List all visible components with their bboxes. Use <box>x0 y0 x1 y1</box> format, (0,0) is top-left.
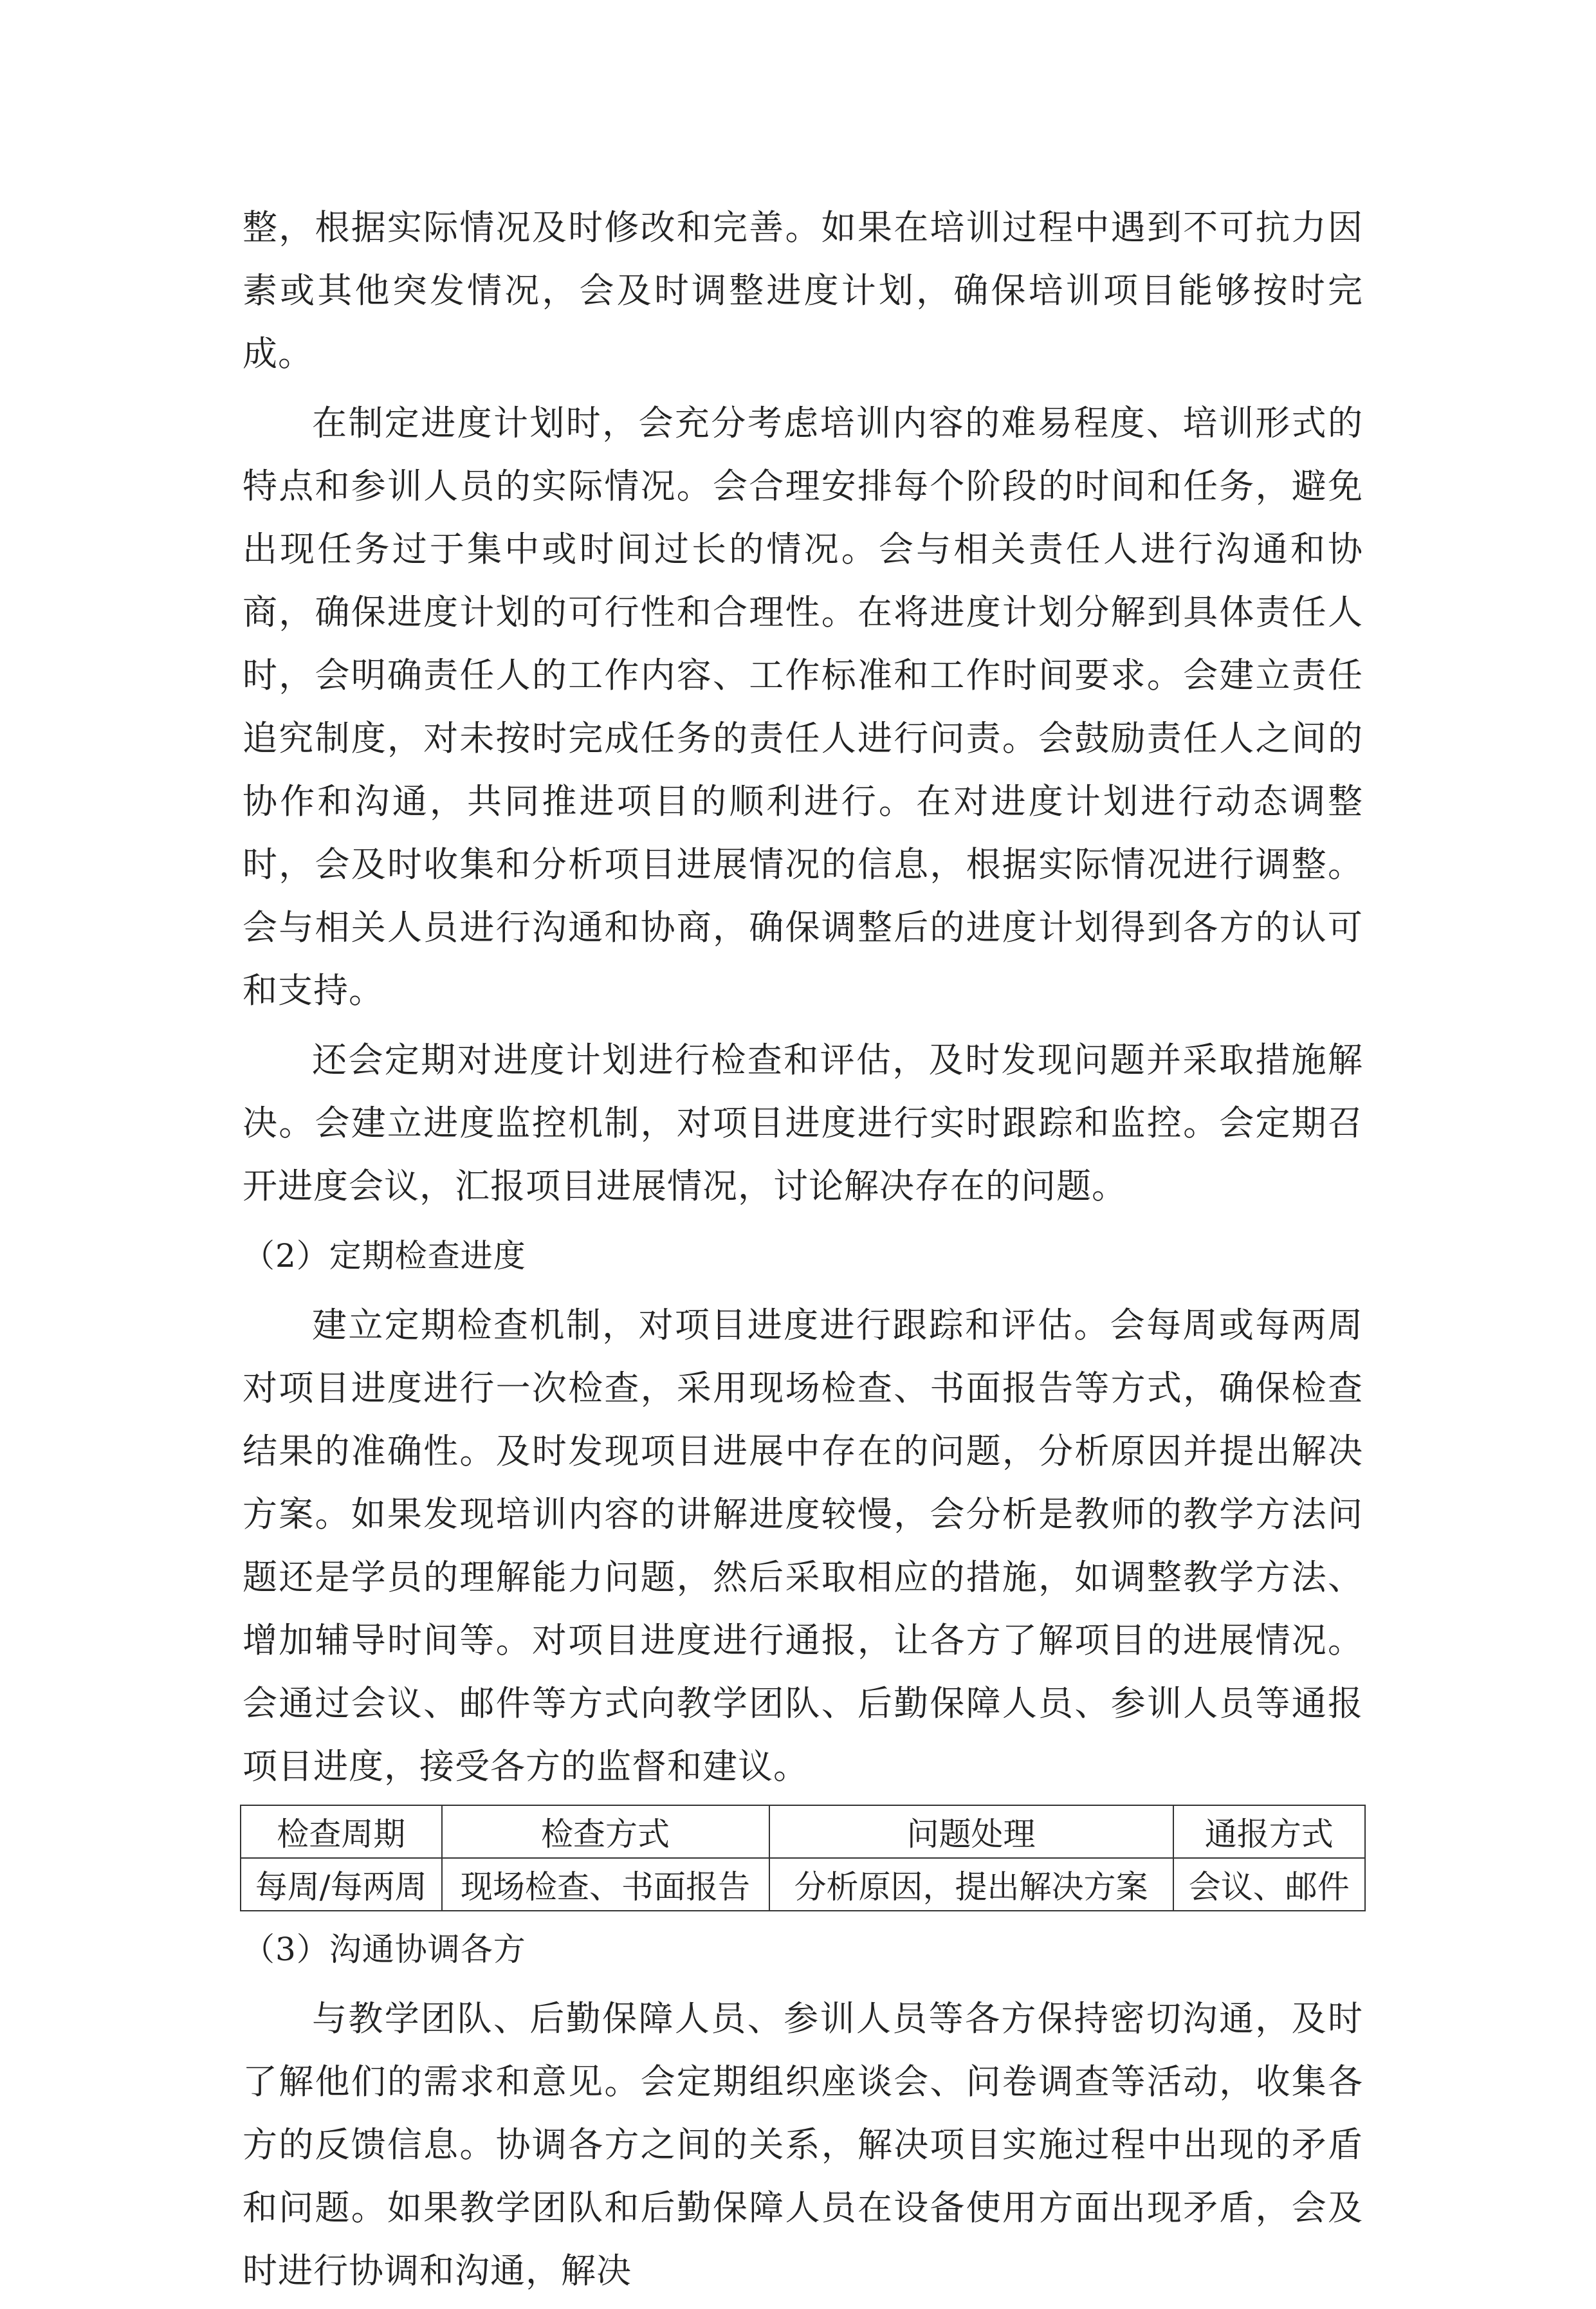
paragraph-schedule-planning: 在制定进度计划时，会充分考虑培训内容的难易程度、培训形式的特点和参训人员的实际情况。会合理安排每个阶段的时间和任务，避免出现任务过于集中或时间过长的情况。会与相关责任人进行沟通和协商，确保进度计划的可行性和合理性。在将进度计划分解到具体责任人时，会明确责任人的工作内容、工作标准和工作时间要求。会建立责任追究制度，对未按时完成任务的责任人进行问责。会鼓励责任人之间的协作和沟通，共同推进项目的顺利进行。在对进度计划进行动态调整时，会及时收集和分析项目进展情况的信息，根据实际情况进行调整。会与相关人员进行沟通和协商，确保调整后的进度计划得到各方的认可和支持。 <box>243 403 1363 1011</box>
section-heading-regular-check: （2）定期检查进度 <box>243 1237 526 1274</box>
table-cell: 分析原因，提出解决方案 <box>769 1858 1173 1911</box>
table-header-row <box>241 1805 1365 1858</box>
table-cell: 每周/每两周 <box>241 1858 442 1911</box>
section-heading-coordination: （3）沟通协调各方 <box>243 1931 526 1968</box>
table-cell: 现场检查、书面报告 <box>442 1858 769 1911</box>
table-header-cell: 检查方式 <box>442 1805 769 1858</box>
table-row <box>241 1858 1365 1911</box>
paragraph-schedule-review: 还会定期对进度计划进行检查和评估，及时发现问题并采取措施解决。会建立进度监控机制，对项目进度进行实时跟踪和监控。会定期召开进度会议，汇报项目进展情况，讨论解决存在的问题。 <box>243 1040 1363 1206</box>
paragraph-coordination: 与教学团队、后勤保障人员、参训人员等各方保持密切沟通，及时了解他们的需求和意见。会定期组织座谈会、问卷调查等活动，收集各方的反馈信息。协调各方之间的关系，解决项目实施过程中出现的矛盾和问题。如果教学团队和后勤保障人员在设备使用方面出现矛盾，会及时进行协调和沟通，解决 <box>243 1998 1363 2291</box>
table-header-cell: 问题处理 <box>769 1805 1173 1858</box>
table-cell: 会议、邮件 <box>1173 1858 1365 1911</box>
check-schedule-table <box>240 1805 1366 1911</box>
paragraph-regular-check: 建立定期检查机制，对项目进度进行跟踪和评估。会每周或每两周对项目进度进行一次检查，采用现场检查、书面报告等方式，确保检查结果的准确性。及时发现项目进展中存在的问题，分析原因并提出解决方案。如果发现培训内容的讲解进度较慢，会分析是教师的教学方法问题还是学员的理解能力问题，然后采取相应的措施，如调整教学方法、增加辅导时间等。对项目进度进行通报，让各方了解项目的进展情况。会通过会议、邮件等方式向教学团队、后勤保障人员、参训人员等通报项目进度，接受各方的监督和建议。 <box>243 1305 1363 1787</box>
paragraph-continued: 整，根据实际情况及时修改和完善。如果在培训过程中遇到不可抗力因素或其他突发情况，会及时调整进度计划，确保培训项目能够按时完成。 <box>243 207 1363 374</box>
document-body <box>243 196 1363 2309</box>
table-header-cell: 通报方式 <box>1173 1805 1365 1858</box>
table-header-cell: 检查周期 <box>241 1805 442 1858</box>
